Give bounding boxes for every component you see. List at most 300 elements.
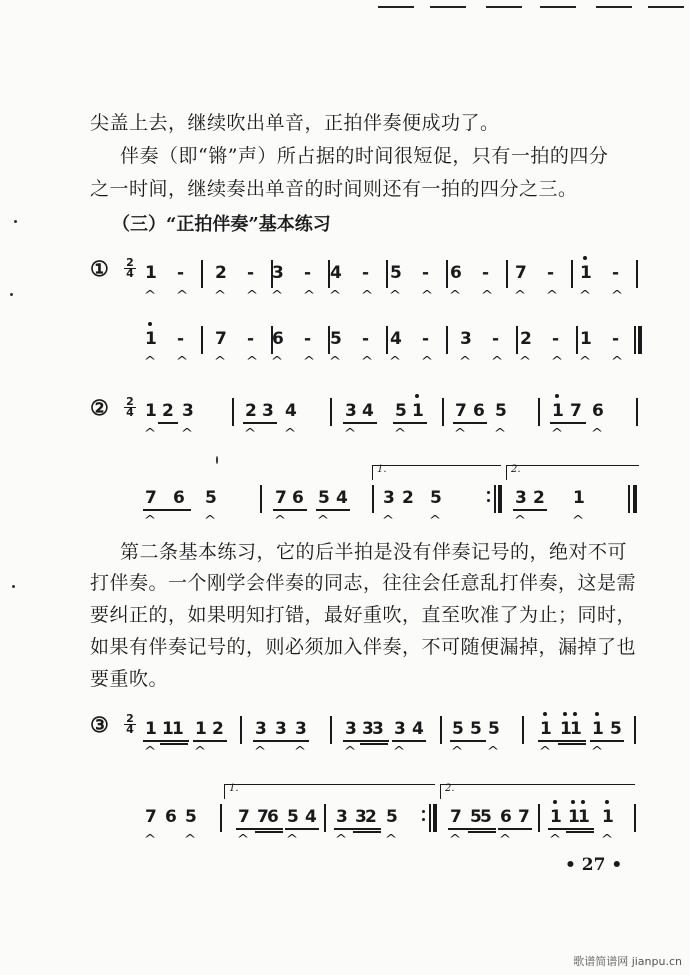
note: 7 bbox=[145, 807, 157, 827]
exercise-2-row-2 bbox=[140, 464, 640, 537]
accent-mark: ^ bbox=[175, 354, 189, 368]
repeat-dots bbox=[487, 485, 490, 509]
note: 3 bbox=[372, 719, 384, 739]
footer-watermark: 歌谱简谱网 jianpu.cn bbox=[573, 955, 682, 968]
accent-mark: ^ bbox=[392, 744, 406, 758]
barline bbox=[634, 716, 636, 744]
note: 1 bbox=[580, 329, 592, 349]
time-signature bbox=[124, 714, 136, 735]
note: 6 bbox=[173, 488, 185, 508]
rest-dash: - bbox=[422, 263, 430, 283]
barline bbox=[636, 398, 638, 426]
accent-mark: ^ bbox=[328, 288, 342, 302]
note: 4 bbox=[305, 807, 317, 827]
note: 3 bbox=[383, 488, 395, 508]
note: 7 bbox=[450, 807, 462, 827]
accent-mark: ^ bbox=[360, 288, 374, 302]
beam bbox=[360, 743, 388, 745]
accent-mark: ^ bbox=[545, 288, 559, 302]
beam bbox=[285, 828, 319, 830]
rest-dash: - bbox=[612, 329, 620, 349]
accent-mark: ^ bbox=[610, 288, 624, 302]
exercise-3-row-2 bbox=[140, 783, 640, 856]
note: 4 bbox=[336, 488, 348, 508]
beam bbox=[558, 743, 586, 745]
rest-dash: - bbox=[247, 329, 255, 349]
accent-mark: ^ bbox=[578, 288, 592, 302]
top-rule bbox=[378, 6, 414, 8]
barline bbox=[446, 326, 448, 354]
accent-mark: ^ bbox=[213, 288, 227, 302]
note: 7 bbox=[455, 401, 467, 421]
accent-mark: ^ bbox=[590, 744, 604, 758]
volta-bracket bbox=[224, 784, 435, 799]
time-signature bbox=[124, 397, 136, 418]
barline bbox=[324, 804, 326, 832]
barline bbox=[538, 398, 540, 426]
accent-mark: ^ bbox=[343, 426, 357, 440]
note: 2 bbox=[245, 401, 257, 421]
accent-mark: ^ bbox=[343, 744, 357, 758]
rest-dash: - bbox=[492, 329, 500, 349]
beam bbox=[392, 740, 426, 742]
accent-mark: ^ bbox=[193, 744, 207, 758]
barline bbox=[232, 398, 234, 426]
high-octave-dot bbox=[583, 256, 587, 260]
top-rule bbox=[596, 6, 632, 8]
note: 5 bbox=[390, 263, 402, 283]
volta-number: 2. bbox=[511, 464, 521, 475]
accent-mark: ^ bbox=[245, 354, 259, 368]
time-bottom: 4 bbox=[126, 267, 134, 280]
exercise-2-row-1 bbox=[140, 400, 640, 450]
beam bbox=[453, 422, 487, 424]
barline bbox=[201, 326, 203, 354]
accent-mark: ^ bbox=[480, 288, 494, 302]
beam bbox=[253, 740, 309, 742]
note: 5 bbox=[470, 807, 482, 827]
volta-number: 1. bbox=[229, 783, 239, 794]
note: 4 bbox=[330, 263, 342, 283]
accent-mark: ^ bbox=[143, 513, 157, 527]
note: 1 bbox=[540, 719, 552, 739]
note: 7 bbox=[275, 488, 287, 508]
beam bbox=[316, 509, 350, 511]
barline bbox=[386, 260, 388, 288]
accent-mark: ^ bbox=[293, 744, 307, 758]
accent-mark: ^ bbox=[273, 513, 287, 527]
note: 5 bbox=[470, 719, 482, 739]
accent-mark: ^ bbox=[490, 354, 504, 368]
repeat-dots bbox=[422, 804, 425, 828]
time-signature bbox=[124, 258, 136, 279]
note: 1 bbox=[195, 719, 207, 739]
rest-dash: - bbox=[552, 329, 560, 349]
accent-mark: ^ bbox=[143, 744, 157, 758]
accent-mark: ^ bbox=[518, 354, 532, 368]
rest-dash: - bbox=[247, 263, 255, 283]
accent-mark: ^ bbox=[498, 832, 512, 846]
note: 1 bbox=[145, 263, 157, 283]
note: 5 bbox=[185, 807, 197, 827]
barline bbox=[576, 326, 578, 354]
top-rule bbox=[486, 6, 522, 8]
note: 7 bbox=[215, 329, 227, 349]
beam bbox=[255, 831, 283, 833]
accent-mark: ^ bbox=[183, 832, 197, 846]
barline bbox=[260, 485, 262, 513]
accent-mark: ^ bbox=[143, 832, 157, 846]
note: 3 bbox=[355, 807, 367, 827]
note: 6 bbox=[473, 401, 485, 421]
high-octave-dot bbox=[573, 712, 577, 716]
beam bbox=[255, 828, 283, 830]
rest-dash: - bbox=[304, 329, 312, 349]
note: 2 bbox=[212, 719, 224, 739]
accent-mark: ^ bbox=[600, 832, 614, 846]
accent-mark: ^ bbox=[493, 426, 507, 440]
accent-mark: ^ bbox=[175, 288, 189, 302]
paragraph-line: 如果有伴奏记号的，则必须加入伴奏，不可随便漏掉，漏掉了也 bbox=[90, 636, 637, 658]
top-rule bbox=[648, 6, 684, 8]
note: 5 bbox=[610, 719, 622, 739]
note: 1 bbox=[578, 807, 590, 827]
note: 3 bbox=[345, 401, 357, 421]
barline bbox=[538, 804, 540, 832]
beam bbox=[193, 740, 227, 742]
time-bottom: 4 bbox=[126, 723, 134, 736]
note: 1 bbox=[162, 719, 174, 739]
volta-number: 1. bbox=[377, 464, 387, 475]
note: 5 bbox=[430, 488, 442, 508]
note: 7 bbox=[570, 401, 582, 421]
beam bbox=[498, 828, 532, 830]
beam bbox=[468, 828, 496, 830]
accent-mark: ^ bbox=[283, 426, 297, 440]
barline bbox=[201, 260, 203, 288]
note: 5 bbox=[330, 329, 342, 349]
rest-dash: - bbox=[177, 329, 185, 349]
final-barline bbox=[633, 485, 637, 513]
accent-mark: ^ bbox=[328, 354, 342, 368]
note: 3 bbox=[394, 719, 406, 739]
accent-mark: ^ bbox=[513, 513, 527, 527]
accent-mark: ^ bbox=[270, 288, 284, 302]
barline bbox=[516, 326, 518, 354]
note: 1 bbox=[145, 719, 157, 739]
paragraph-line: 之一时间，继续奏出单音的时间则还有一拍的四分之三。 bbox=[90, 178, 578, 200]
accent-mark: ^ bbox=[393, 426, 407, 440]
note: 5 bbox=[395, 401, 407, 421]
beam bbox=[468, 831, 496, 833]
beam bbox=[590, 740, 624, 742]
accent-mark: ^ bbox=[448, 288, 462, 302]
note: 6 bbox=[292, 488, 304, 508]
note: 3 bbox=[272, 263, 284, 283]
note: 2 bbox=[215, 263, 227, 283]
accent-mark: ^ bbox=[590, 426, 604, 440]
note: 4 bbox=[362, 401, 374, 421]
high-octave-dot bbox=[148, 322, 152, 326]
accent-mark: ^ bbox=[360, 354, 374, 368]
barline bbox=[634, 804, 636, 832]
margin-speck bbox=[10, 293, 13, 296]
note: 6 bbox=[272, 329, 284, 349]
note: 7 bbox=[257, 807, 269, 827]
margin-speck bbox=[216, 456, 218, 464]
paragraph-line: 第二条基本练习，它的后半拍是没有伴奏记号的，绝对不可 bbox=[120, 541, 628, 563]
note: 3 bbox=[262, 401, 274, 421]
accent-mark: ^ bbox=[420, 354, 434, 368]
margin-speck bbox=[12, 585, 15, 588]
barline bbox=[330, 398, 332, 426]
exercise-1-row-1 bbox=[140, 262, 640, 312]
accent-mark: ^ bbox=[316, 513, 330, 527]
note: 3 bbox=[295, 719, 307, 739]
beam bbox=[160, 740, 188, 742]
barline bbox=[440, 716, 442, 744]
accent-mark: ^ bbox=[236, 832, 250, 846]
note: 2 bbox=[162, 401, 174, 421]
beam bbox=[160, 743, 188, 745]
barline bbox=[634, 326, 636, 354]
beam bbox=[353, 828, 381, 830]
final-barline bbox=[433, 804, 437, 832]
note: 3 bbox=[336, 807, 348, 827]
high-octave-dot bbox=[543, 712, 547, 716]
page-number: • 27 • bbox=[565, 855, 623, 875]
beam bbox=[550, 422, 586, 424]
note: 6 bbox=[450, 263, 462, 283]
exercise-3-row-1 bbox=[140, 718, 640, 768]
note: 3 bbox=[460, 329, 472, 349]
high-octave-dot bbox=[415, 394, 419, 398]
barline bbox=[386, 326, 388, 354]
paragraph-line: 打伴奏。一个刚学会伴奏的同志，往往会任意乱打伴奏，这是需 bbox=[90, 572, 637, 594]
note: 2 bbox=[533, 488, 545, 508]
rest-dash: - bbox=[304, 263, 312, 283]
beam bbox=[143, 509, 191, 511]
barline bbox=[628, 485, 630, 513]
note: 7 bbox=[145, 488, 157, 508]
barline bbox=[506, 260, 508, 288]
paragraph-line: 要重吹。 bbox=[90, 668, 169, 690]
barline bbox=[372, 485, 374, 513]
note: 7 bbox=[518, 807, 530, 827]
section-heading: （三）“正拍伴奏”基本练习 bbox=[112, 214, 331, 235]
high-octave-dot bbox=[563, 712, 567, 716]
margin-speck bbox=[14, 220, 17, 223]
high-octave-dot bbox=[595, 712, 599, 716]
beam bbox=[566, 831, 594, 833]
accent-mark: ^ bbox=[302, 354, 316, 368]
accent-mark: ^ bbox=[270, 354, 284, 368]
beam bbox=[566, 828, 594, 830]
note: 4 bbox=[285, 401, 297, 421]
final-barline bbox=[638, 326, 642, 354]
note: 4 bbox=[412, 719, 424, 739]
note: 1 bbox=[580, 263, 592, 283]
volta-bracket bbox=[440, 784, 635, 799]
volta-bracket bbox=[372, 465, 501, 480]
barline bbox=[522, 716, 524, 744]
note: 6 bbox=[165, 807, 177, 827]
note: 1 bbox=[592, 719, 604, 739]
note: 1 bbox=[145, 329, 157, 349]
note: 1 bbox=[172, 719, 184, 739]
accent-mark: ^ bbox=[458, 354, 472, 368]
note: 1 bbox=[602, 807, 614, 827]
accent-mark: ^ bbox=[388, 288, 402, 302]
beam bbox=[353, 831, 381, 833]
exercise-label: ③ bbox=[90, 712, 109, 737]
accent-mark: ^ bbox=[302, 288, 316, 302]
beam bbox=[513, 509, 547, 511]
beam bbox=[273, 509, 307, 511]
accent-mark: ^ bbox=[143, 354, 157, 368]
barline bbox=[636, 260, 638, 288]
accent-mark: ^ bbox=[513, 288, 527, 302]
accent-mark: ^ bbox=[420, 288, 434, 302]
time-top: 2 bbox=[126, 712, 134, 725]
exercise-1-row-2 bbox=[140, 328, 640, 378]
high-octave-dot bbox=[555, 394, 559, 398]
note: 5 bbox=[480, 807, 492, 827]
time-top: 2 bbox=[126, 395, 134, 408]
note: 1 bbox=[550, 807, 562, 827]
note: 1 bbox=[412, 401, 424, 421]
accent-mark: ^ bbox=[550, 426, 564, 440]
rest-dash: - bbox=[177, 263, 185, 283]
note: 3 bbox=[275, 719, 287, 739]
final-barline bbox=[498, 485, 502, 513]
barline bbox=[330, 716, 332, 744]
note: 5 bbox=[452, 719, 464, 739]
barline bbox=[494, 485, 496, 513]
note: 7 bbox=[238, 807, 250, 827]
note: 5 bbox=[205, 488, 217, 508]
note: 1 bbox=[573, 488, 585, 508]
barline bbox=[446, 260, 448, 288]
accent-mark: ^ bbox=[243, 426, 257, 440]
accent-mark: ^ bbox=[450, 744, 464, 758]
rest-dash: - bbox=[422, 329, 430, 349]
accent-mark: ^ bbox=[610, 354, 624, 368]
volta-bracket bbox=[506, 465, 639, 480]
top-rule bbox=[540, 6, 576, 8]
time-bottom: 4 bbox=[126, 406, 134, 419]
note: 1 bbox=[568, 807, 580, 827]
accent-mark: ^ bbox=[448, 832, 462, 846]
accent-mark: ^ bbox=[285, 832, 299, 846]
note: 6 bbox=[500, 807, 512, 827]
note: 3 bbox=[515, 488, 527, 508]
barline bbox=[429, 804, 431, 832]
note: 5 bbox=[495, 401, 507, 421]
accent-mark: ^ bbox=[213, 354, 227, 368]
note: 4 bbox=[390, 329, 402, 349]
barline bbox=[240, 716, 242, 744]
accent-mark: ^ bbox=[571, 513, 585, 527]
note: 1 bbox=[560, 719, 572, 739]
exercise-label: ② bbox=[90, 395, 109, 420]
accent-mark: ^ bbox=[548, 832, 562, 846]
note: 3 bbox=[182, 401, 194, 421]
paragraph-line: 要纠正的，如果明知打错，最好重吹，直至吹准了为止；同时， bbox=[90, 604, 637, 626]
rest-dash: - bbox=[362, 263, 370, 283]
accent-mark: ^ bbox=[381, 513, 395, 527]
rest-dash: - bbox=[612, 263, 620, 283]
accent-mark: ^ bbox=[388, 354, 402, 368]
accent-mark: ^ bbox=[538, 744, 552, 758]
beam bbox=[158, 422, 178, 424]
beam bbox=[558, 740, 586, 742]
rest-dash: - bbox=[362, 329, 370, 349]
accent-mark: ^ bbox=[334, 832, 348, 846]
barline bbox=[220, 804, 222, 832]
note: 1 bbox=[145, 401, 157, 421]
beam bbox=[343, 422, 377, 424]
accent-mark: ^ bbox=[203, 513, 217, 527]
accent-mark: ^ bbox=[143, 426, 157, 440]
note: 5 bbox=[318, 488, 330, 508]
accent-mark: ^ bbox=[428, 513, 442, 527]
accent-mark: ^ bbox=[384, 832, 398, 846]
volta-number: 2. bbox=[445, 783, 455, 794]
accent-mark: ^ bbox=[245, 288, 259, 302]
note: 5 bbox=[287, 807, 299, 827]
note: 6 bbox=[592, 401, 604, 421]
high-octave-dot bbox=[553, 800, 557, 804]
beam bbox=[450, 740, 486, 742]
beam bbox=[243, 422, 277, 424]
note: 2 bbox=[520, 329, 532, 349]
note: 5 bbox=[488, 719, 500, 739]
note: 1 bbox=[552, 401, 564, 421]
paragraph-intro: 尖盖上去，继续吹出单音，正拍伴奏便成功了。 bbox=[90, 112, 500, 134]
exercise-label: ① bbox=[90, 256, 109, 281]
high-octave-dot bbox=[571, 800, 575, 804]
note: 1 bbox=[570, 719, 582, 739]
high-octave-dot bbox=[605, 800, 609, 804]
time-top: 2 bbox=[126, 256, 134, 269]
accent-mark: ^ bbox=[486, 744, 500, 758]
note: 7 bbox=[515, 263, 527, 283]
top-rule bbox=[430, 6, 466, 8]
accent-mark: ^ bbox=[453, 426, 467, 440]
note: 3 bbox=[345, 719, 357, 739]
note: 5 bbox=[386, 807, 398, 827]
accent-mark: ^ bbox=[143, 288, 157, 302]
beam bbox=[360, 740, 388, 742]
note: 2 bbox=[365, 807, 377, 827]
high-octave-dot bbox=[581, 800, 585, 804]
note: 3 bbox=[255, 719, 267, 739]
barline bbox=[442, 398, 444, 426]
rest-dash: - bbox=[547, 263, 555, 283]
accent-mark: ^ bbox=[578, 354, 592, 368]
accent-mark: ^ bbox=[180, 426, 194, 440]
note: 2 bbox=[402, 488, 414, 508]
paragraph-line: 伴奏（即“锵”声）所占据的时间很短促，只有一拍的四分 bbox=[120, 145, 609, 167]
accent-mark: ^ bbox=[253, 744, 267, 758]
note: 6 bbox=[267, 807, 279, 827]
barline bbox=[571, 260, 573, 288]
beam bbox=[393, 422, 427, 424]
note: 3 bbox=[362, 719, 374, 739]
rest-dash: - bbox=[482, 263, 490, 283]
accent-mark: ^ bbox=[550, 354, 564, 368]
